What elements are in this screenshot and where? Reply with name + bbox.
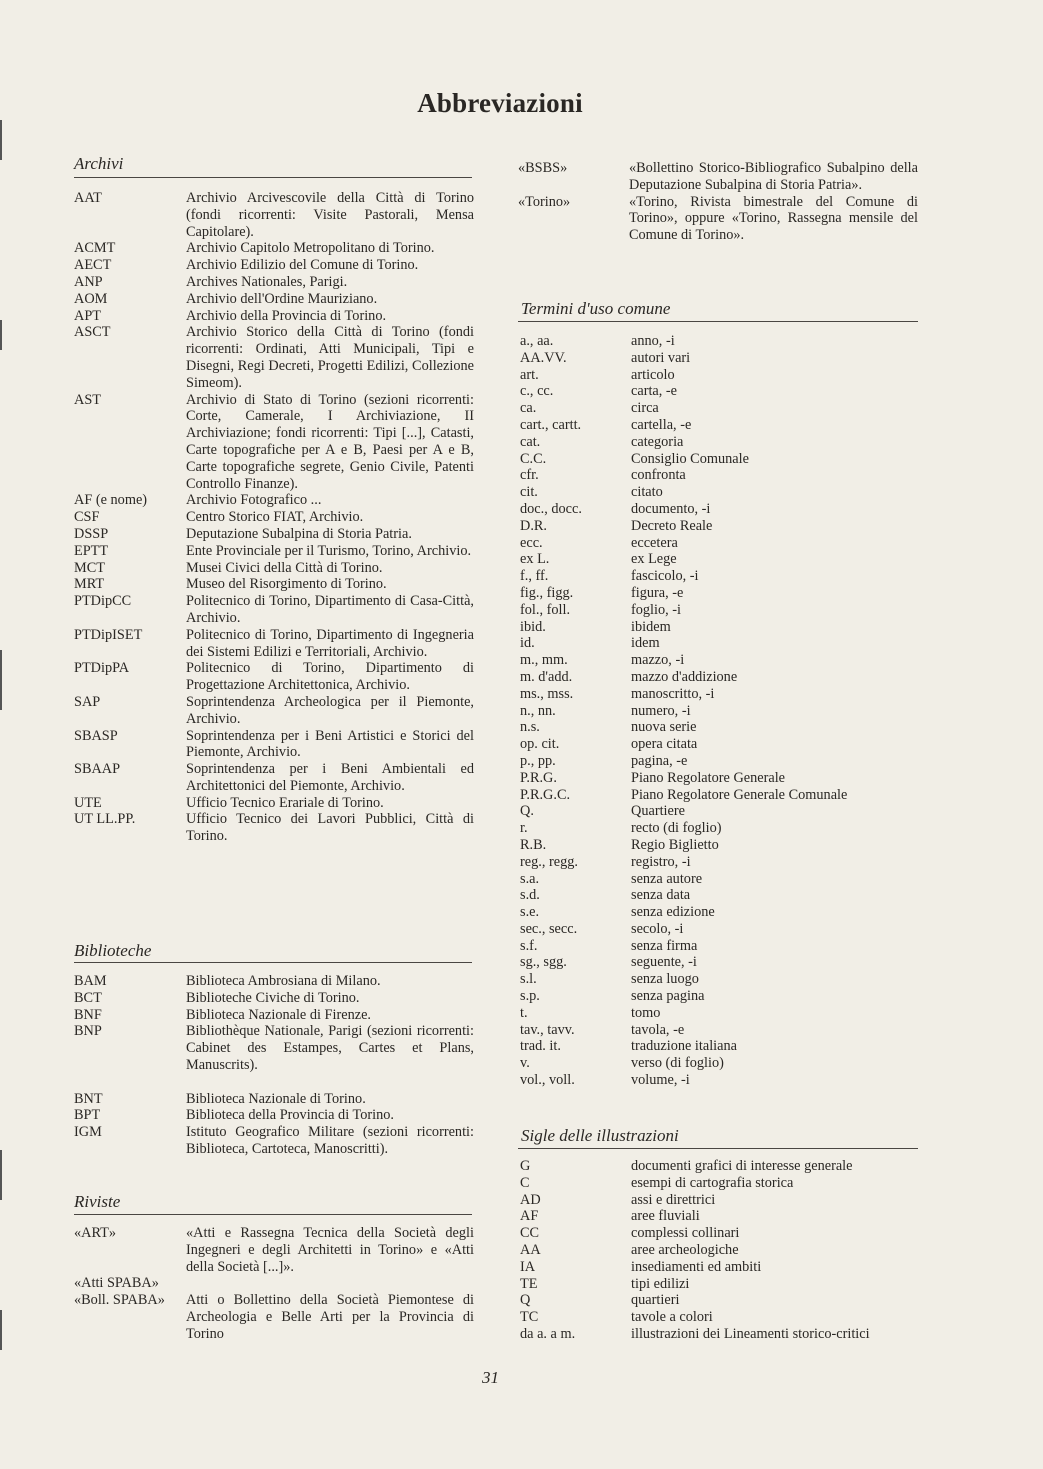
abbreviation-entry [520,719,918,736]
abbreviation-entry [74,543,474,560]
abbreviation-definition: confronta [631,467,686,484]
abbreviation: BNT [74,1090,103,1107]
abbreviation-entry [520,619,918,636]
abbreviation-entry [520,736,918,753]
abbreviation-definition: complessi collinari [631,1225,740,1242]
abbreviation-definition: volume, -i [631,1072,690,1089]
abbreviation-entry [74,1292,474,1342]
abbreviation-definition: Ufficio Tecnico dei Lavori Pubblici, Città di Torino. [186,811,474,845]
abbreviation-entry [74,291,474,308]
abbreviation-entry [520,434,918,451]
abbreviation: id. [520,635,535,652]
abbreviation-definition: registro, -i [631,853,691,870]
abbreviation-definition: Archivio di Stato di Torino (sezioni ricorrenti: Corte, Camerale, I Archiviazione, II Archiviazione; fondi ricorrenti: Tipi [...], Catasti, Carte topografiche per A e B, Paesi per A e B, Carte topografiche segrete, Genio Civile, Patenti Controllo Finanze). [186,391,474,492]
abbreviation-entry [520,367,918,384]
abbreviation: P.R.G. [520,769,557,786]
abbreviation-entry [520,400,918,417]
abbreviation-entry [520,501,918,518]
abbreviation-definition: tavole a colori [631,1309,713,1326]
abbreviation-definition: Ente Provinciale per il Turismo, Torino, Archivio. [186,542,472,559]
abbreviation: SBAAP [74,761,121,778]
abbreviation-entry [520,770,918,787]
abbreviation: TC [520,1309,539,1326]
abbreviation-entry [520,535,918,552]
abbreviation-definition: Soprintendenza Archeologica per il Piemonte, Archivio. [186,693,474,727]
abbreviation-definition: carta, -e [631,383,678,400]
abbreviation: MRT [74,576,105,593]
abbreviation-entry [520,1005,918,1022]
abbreviation-entry [74,392,474,493]
abbreviation-definition: Biblioteche Civiche di Torino. [186,989,360,1006]
abbreviation: C [520,1174,530,1191]
abbreviation: AOM [74,290,108,307]
riviste-list [74,1225,474,1343]
abbreviation-entry [74,694,474,728]
abbreviation-entry [520,1158,918,1175]
abbreviation-definition: documento, -i [631,500,711,517]
abbreviation-definition: circa [631,400,659,417]
abbreviation: «Boll. SPABA» [74,1292,165,1309]
abbreviation: AF (e nome) [74,492,148,509]
abbreviation: CSF [74,509,100,526]
abbreviation-entry [520,787,918,804]
abbreviation-definition: recto (di foglio) [631,820,722,837]
abbreviation-definition: Centro Storico FIAT, Archivio. [186,509,364,526]
abbreviation: r. [520,820,528,837]
abbreviation-entry [520,568,918,585]
abbreviation-definition: Consiglio Comunale [631,450,749,467]
abbreviation: op. cit. [520,736,560,753]
abbreviation: AF [520,1208,539,1225]
abbreviation: s.e. [520,904,540,921]
abbreviation-entry [74,1124,474,1158]
abbreviation-entry [520,1192,918,1209]
abbreviation: p., pp. [520,752,556,769]
abbreviation-definition [186,1275,474,1292]
abbreviation-definition: Biblioteca Nazionale di Firenze. [186,1006,371,1023]
abbreviation-definition: Soprintendenza per i Beni Ambientali ed Architettonici del Piemonte, Archivio. [186,761,474,794]
abbreviation: Q [520,1292,531,1309]
abbreviation-entry [520,417,918,434]
scan-edge-mark [0,650,2,710]
archivi-list [74,190,474,845]
abbreviation: fol., foll. [520,601,571,618]
abbreviation-definition: traduzione italiana [631,1038,737,1055]
abbreviation: APT [74,307,102,324]
abbreviation-entry [74,240,474,257]
abbreviation-definition: figura, -e [631,584,684,601]
abbreviation: AA [520,1241,541,1258]
abbreviation-definition: Biblioteca Ambrosiana di Milano. [186,973,381,989]
abbreviation: ecc. [520,534,543,551]
abbreviation: trad. it. [520,1038,561,1055]
abbreviation-entry [74,509,474,526]
abbreviation-entry [520,1072,918,1089]
abbreviation-entry [520,1022,918,1039]
abbreviation-entry [74,973,474,990]
abbreviation-entry [74,593,474,627]
abbreviation: «Atti SPABA» [74,1275,159,1292]
abbreviation: tav., tavv. [520,1021,575,1038]
abbreviation: MCT [74,559,105,576]
abbreviation-definition: aree fluviali [631,1208,700,1225]
abbreviation: sg., sgg. [520,954,567,971]
abbreviation: EPTT [74,542,109,559]
abbreviation: m., mm. [520,652,568,669]
riviste-list-continued [518,160,918,244]
abbreviation: ca. [520,400,537,417]
page-title: Abbreviazioni [417,88,583,118]
abbreviation-definition: senza pagina [631,988,705,1005]
abbreviation: ANP [74,273,103,290]
abbreviation: BAM [74,973,107,989]
spacer [74,1074,474,1091]
abbreviation-entry [520,333,918,350]
abbreviation-entry [520,652,918,669]
abbreviation-entry [520,467,918,484]
scan-edge-mark [0,1150,2,1200]
abbreviation-entry [518,194,918,244]
abbreviation-entry [520,1242,918,1259]
abbreviation-entry [74,990,474,1007]
abbreviation: n., nn. [520,702,556,719]
abbreviation-entry [520,803,918,820]
abbreviation-entry [520,1292,918,1309]
section-rule [74,962,472,963]
abbreviation-definition: categoria [631,433,684,450]
abbreviation: doc., docc. [520,500,582,517]
abbreviation-entry [74,190,474,240]
abbreviation-definition: seguente, -i [631,954,697,971]
abbreviation-definition: Bibliothèque Nationale, Parigi (sezioni ricorrenti: Cabinet des Estampes, Cartes et Plans, Manuscrits). [186,1023,474,1073]
abbreviation-entry [74,526,474,543]
abbreviation-definition: tavola, -e [631,1021,685,1038]
abbreviation: AECT [74,257,112,274]
abbreviation-entry [520,518,918,535]
abbreviation-entry [74,257,474,274]
abbreviation: «BSBS» [518,160,568,176]
abbreviation-entry [74,560,474,577]
abbreviation: ibid. [520,618,546,635]
section-rule [518,321,918,322]
abbreviation: cart., cartt. [520,416,582,433]
abbreviation-definition: Archivio Storico della Città di Torino (fondi ricorrenti: Ordinati, Atti Municipali, Tipi e Disegni, Regi Decreti, Progetti Edilizi, Collezione Simeom). [186,324,474,391]
abbreviation: a., aa. [520,333,554,349]
abbreviation-definition: senza edizione [631,904,715,921]
abbreviation: v. [520,1055,530,1072]
abbreviation-entry [520,1055,918,1072]
abbreviation-entry [74,324,474,391]
abbreviation: t. [520,1004,528,1021]
abbreviation-definition: tomo [631,1004,661,1021]
abbreviation-definition: cartella, -e [631,416,692,433]
abbreviation-entry [520,954,918,971]
abbreviation-entry [520,921,918,938]
abbreviation: sec., secc. [520,920,578,937]
abbreviation-entry [74,492,474,509]
abbreviation-entry [74,795,474,812]
abbreviation-entry [520,938,918,955]
abbreviation: Q. [520,803,534,820]
abbreviation-entry [74,308,474,325]
abbreviation-definition: Ufficio Tecnico Erariale di Torino. [186,794,384,811]
abbreviation-definition: senza firma [631,937,698,954]
abbreviation: P.R.G.C. [520,786,571,803]
abbreviation-definition: Archivio dell'Ordine Mauriziano. [186,290,378,307]
abbreviation: IGM [74,1124,102,1141]
abbreviation-entry [74,1107,474,1124]
abbreviation: BNP [74,1023,102,1040]
abbreviation: vol., voll. [520,1072,575,1089]
abbreviation: D.R. [520,517,548,534]
abbreviation: ACMT [74,240,116,257]
abbreviation-entry [74,728,474,762]
abbreviation-definition: Museo del Risorgimento di Torino. [186,576,387,593]
section-title-riviste: Riviste [74,1192,121,1211]
abbreviation-definition: pagina, -e [631,752,688,769]
abbreviation-definition: ex Lege [631,551,677,568]
section-title-sigle: Sigle delle illustrazioni [521,1126,679,1145]
abbreviation: n.s. [520,719,540,736]
abbreviation-entry [74,576,474,593]
abbreviation-definition: Deputazione Subalpina di Storia Patria. [186,525,412,542]
abbreviation-definition: «Bollettino Storico-Bibliografico Subalpino della Deputazione Subalpina di Storia Patria». [629,160,918,193]
abbreviation-definition: Politecnico di Torino, Dipartimento di Progettazione Architettonica, Archivio. [186,660,474,694]
abbreviation-definition: citato [631,484,663,501]
abbreviation-entry [520,887,918,904]
abbreviation-definition: mazzo, -i [631,652,685,669]
abbreviation-definition: Archives Nationales, Parigi. [186,273,348,290]
abbreviation-entry [520,1259,918,1276]
abbreviation-definition: assi e direttrici [631,1191,716,1208]
abbreviation: s.a. [520,870,540,887]
abbreviation: CC [520,1225,540,1242]
abbreviation-definition: manoscritto, -i [631,685,715,702]
abbreviation-entry [520,988,918,1005]
section-rule [74,1214,472,1215]
abbreviation-definition: opera citata [631,736,698,753]
section-rule [518,1148,918,1149]
abbreviation: fig., figg. [520,584,574,601]
abbreviation: BCT [74,989,102,1006]
abbreviation: «Torino» [518,193,571,210]
abbreviation-entry [74,1275,474,1292]
abbreviation-definition: articolo [631,366,675,383]
abbreviation-entry [520,837,918,854]
abbreviation: cfr. [520,467,539,484]
abbreviation-entry [74,627,474,661]
abbreviation-definition: Piano Regolatore Generale Comunale [631,786,848,803]
abbreviation-definition: ibidem [631,618,671,635]
abbreviation: s.f. [520,937,538,954]
abbreviation-entry [520,820,918,837]
abbreviation-definition: mazzo d'addizione [631,668,738,685]
abbreviation: da a. a m. [520,1325,576,1342]
abbreviation-definition: Musei Civici della Città di Torino. [186,559,383,576]
abbreviation: BNF [74,1006,102,1023]
abbreviation-entry [520,484,918,501]
abbreviation: UT LL.PP. [74,811,136,828]
abbreviation: «ART» [74,1225,117,1241]
abbreviation: c., cc. [520,383,554,400]
abbreviation-definition: esempi di cartografia storica [631,1174,794,1191]
abbreviation-definition: «Torino, Rivista bimestrale del Comune di Torino», oppure «Torino, Rassegna mensile del Comune di Torino». [629,193,918,244]
abbreviation-definition: foglio, -i [631,601,682,618]
abbreviation-entry [520,854,918,871]
abbreviation-entry [74,761,474,795]
abbreviation-entry [74,660,474,694]
abbreviation: cit. [520,484,538,501]
abbreviation-definition: idem [631,635,660,652]
abbreviation: AST [74,391,102,408]
abbreviation: AD [520,1191,541,1208]
section-title-biblioteche: Biblioteche [74,941,152,960]
abbreviation: IA [520,1258,536,1275]
section-title-archivi: Archivi [74,154,124,173]
abbreviation-definition: nuova serie [631,719,697,736]
abbreviation: PTDipCC [74,593,132,610]
abbreviation-definition: «Atti e Rassegna Tecnica della Società degli Ingegneri e degli Architetti in Torino» e «Atti della Società [...]». [186,1225,474,1275]
abbreviation-entry [520,602,918,619]
abbreviation: AA.VV. [520,349,567,366]
abbreviation-definition: Decreto Reale [631,517,713,534]
abbreviation-entry [520,1309,918,1326]
abbreviation-entry [520,585,918,602]
abbreviation-entry [74,811,474,845]
abbreviation-definition: autori vari [631,349,691,366]
abbreviation: cat. [520,433,541,450]
abbreviation-definition: senza autore [631,870,703,887]
abbreviation: ex L. [520,551,550,568]
abbreviation: C.C. [520,450,547,467]
abbreviation-entry [520,1038,918,1055]
abbreviation: TE [520,1275,538,1292]
abbreviation-definition: verso (di foglio) [631,1055,724,1072]
abbreviation: s.p. [520,988,540,1005]
abbreviation-definition: quartieri [631,1292,680,1309]
abbreviation-entry [74,1225,474,1275]
abbreviation: AAT [74,190,102,206]
abbreviation-entry [520,904,918,921]
abbreviation: SBASP [74,727,118,744]
abbreviation-definition: senza data [631,887,691,904]
page-number: 31 [482,1368,499,1387]
abbreviation: m. d'add. [520,668,573,685]
abbreviation-entry [520,383,918,400]
biblioteche-list [74,973,474,1158]
abbreviation-definition: senza luogo [631,971,699,988]
abbreviation-entry [520,1175,918,1192]
abbreviation-entry [520,703,918,720]
abbreviation-entry [74,1091,474,1108]
abbreviation-definition: fascicolo, -i [631,568,699,585]
abbreviation-entry [520,1326,918,1343]
abbreviation-definition: anno, -i [631,333,675,349]
abbreviation-definition: aree archeologiche [631,1241,739,1258]
scan-edge-mark [0,320,2,350]
abbreviation-entry [520,451,918,468]
abbreviation-definition: Archivio della Provincia di Torino. [186,307,387,324]
abbreviation: R.B. [520,836,547,853]
abbreviation: ms., mss. [520,685,574,702]
abbreviation-definition: Regio Biglietto [631,836,719,853]
abbreviation-definition: documenti grafici di interesse generale [631,1158,853,1174]
abbreviation-entry [520,686,918,703]
abbreviation-entry [74,1023,474,1073]
abbreviation-definition: insediamenti ed ambiti [631,1258,762,1275]
abbreviation: reg., regg. [520,853,578,870]
abbreviation-entry [74,1007,474,1024]
abbreviation-definition: Politecnico di Torino, Dipartimento di Casa-Città, Archivio. [186,593,474,626]
abbreviation-definition: Archivio Edilizio del Comune di Torino. [186,257,419,274]
abbreviation: SAP [74,693,101,710]
abbreviation-entry [520,551,918,568]
abbreviation-definition: Archivio Arcivescovile della Città di Torino (fondi ricorrenti: Visite Pastorali, Mensa Capitolare). [186,190,474,240]
abbreviation-definition: illustrazioni dei Lineamenti storico-critici [631,1325,870,1342]
abbreviation-entry [520,753,918,770]
section-title-termini: Termini d'uso comune [521,299,671,318]
abbreviation-entry [520,971,918,988]
abbreviation-entry [520,669,918,686]
abbreviation-definition: Archivio Capitolo Metropolitano di Torino. [186,240,435,257]
abbreviation: PTDipPA [74,660,130,677]
abbreviation-definition: eccetera [631,534,678,551]
abbreviation: BPT [74,1107,101,1124]
abbreviation: art. [520,366,539,383]
abbreviation-entry [520,871,918,888]
abbreviation-entry [520,1225,918,1242]
abbreviation: s.d. [520,887,540,904]
abbreviation-entry [520,350,918,367]
abbreviation-definition: Politecnico di Torino, Dipartimento di Ingegneria dei Sistemi Edilizi e Territoriali, Archivio. [186,626,474,660]
abbreviation-definition: Archivio Fotografico ... [186,492,322,509]
abbreviation-entry [518,160,918,194]
termini-list [520,333,918,1089]
abbreviation-entry [74,274,474,291]
abbreviation: UTE [74,794,102,811]
abbreviation-definition: tipi edilizi [631,1275,690,1292]
abbreviation-entry [520,635,918,652]
abbreviation-definition: Istituto Geografico Militare (sezioni ricorrenti: Biblioteca, Cartoteca, Manoscritti). [186,1124,474,1157]
abbreviation: f., ff. [520,568,549,585]
abbreviation-definition: Soprintendenza per i Beni Artistici e Storici del Piemonte, Archivio. [186,727,474,761]
scan-edge-mark [0,1310,2,1350]
scan-edge-mark [0,120,2,160]
abbreviation: G [520,1158,531,1174]
abbreviation-definition: Quartiere [631,803,685,820]
abbreviation-definition: secolo, -i [631,920,684,937]
abbreviation-definition: Atti o Bollettino della Società Piemontese di Archeologia e Belle Arti per la Provincia di Torino [186,1292,474,1342]
abbreviation: PTDipISET [74,626,143,643]
abbreviation: DSSP [74,525,109,542]
sigle-list [520,1158,918,1343]
abbreviation-definition: Biblioteca della Provincia di Torino. [186,1107,394,1124]
abbreviation-definition: Piano Regolatore Generale [631,769,786,786]
abbreviation-entry [520,1276,918,1293]
abbreviation-entry [520,1208,918,1225]
abbreviation-definition: numero, -i [631,702,691,719]
abbreviation-definition: Biblioteca Nazionale di Torino. [186,1090,366,1107]
abbreviation: ASCT [74,324,111,341]
section-rule [74,177,472,178]
abbreviation: s.l. [520,971,537,988]
